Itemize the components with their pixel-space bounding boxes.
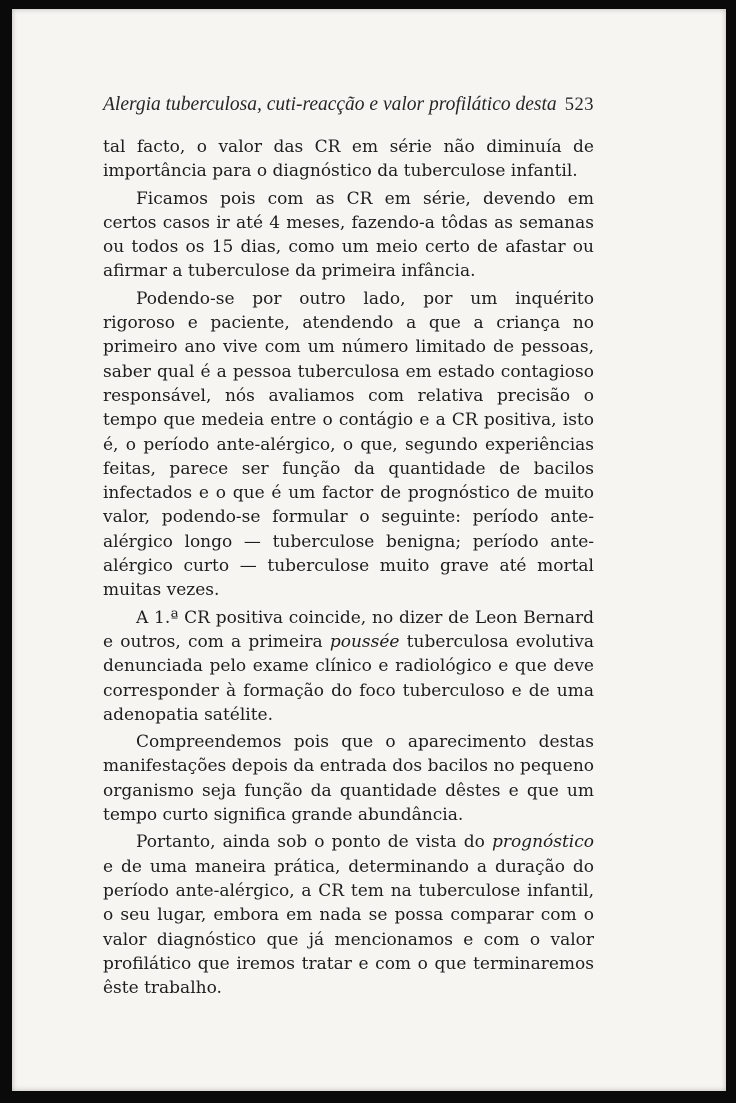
paragraph-2: Ficamos pois com as CR em série, devendo em certos casos ir até 4 meses, fazendo-a tôdas as semanas ou todos os 15 dias, como um meio certo de afastar ou afirmar a tuberculose da primeira infância.: [103, 188, 594, 282]
paragraph-4-before: A 1.ª CR positiva coincide, no dizer de Leon Bernard e outros, com a primeira: [103, 607, 594, 652]
book-page: [12, 9, 726, 1091]
emphasis-prognostico: prognóstico: [491, 832, 594, 853]
paragraph-4-after: tuberculosa evolutiva denunciada pelo exame clínico e radiológico e que deve corresponder à formação do foco tuberculoso e de uma adenopatia satélite.: [103, 631, 595, 725]
running-head: [103, 93, 594, 119]
emphasis-poussee: poussée: [329, 631, 400, 652]
paragraph-6: [103, 830, 594, 1000]
text-block: [103, 93, 594, 1003]
paragraph-4: [103, 606, 594, 727]
page-number: 523: [564, 95, 594, 115]
paragraph-5: Compreendemos pois que o aparecimento destas manifestações depois da entrada dos bacilos no pequeno organismo seja função da quantidade dêstes e que um tempo curto significa grande abundância.: [103, 732, 594, 826]
paragraph-6-after: e de uma maneira prática, determinando a duração do período ante-alérgico, a CR tem na tuberculose infantil, o seu lugar, embora em nada se possa comparar com o valor diagnóstico que já mencionamos e com o valor profilático que iremos tratar e com o que terminaremos êste trabalho.: [103, 856, 594, 999]
paragraph-6-before: Portanto, ainda sob o ponto de vista do: [136, 832, 492, 853]
running-head-title: Alergia tuberculosa, cuti-reacção e valor profilático desta: [103, 94, 557, 115]
paragraph-3: Podendo-se por outro lado, por um inquérito rigoroso e paciente, atendendo a que a criança no primeiro ano vive com um número limitado de pessoas, saber qual é a pessoa tuberculosa em estado contagioso responsável, nós avaliamos com relativa precisão o tempo que medeia entre o contágio e a CR positiva, isto é, o período ante-alérgico, o que, segundo experiências feitas, parece ser função da quantidade de bacilos infectados e o que é um factor de prognóstico de muito valor, podendo-se formular o seguinte: período ante-alérgico longo — tuberculose benigna; período ante-alérgico curto — tuberculose muito grave até mortal muitas vezes.: [103, 288, 594, 601]
paragraph-1: tal facto, o valor das CR em série não diminuía de importância para o diagnóstico da tuberculose infantil.: [103, 137, 594, 182]
